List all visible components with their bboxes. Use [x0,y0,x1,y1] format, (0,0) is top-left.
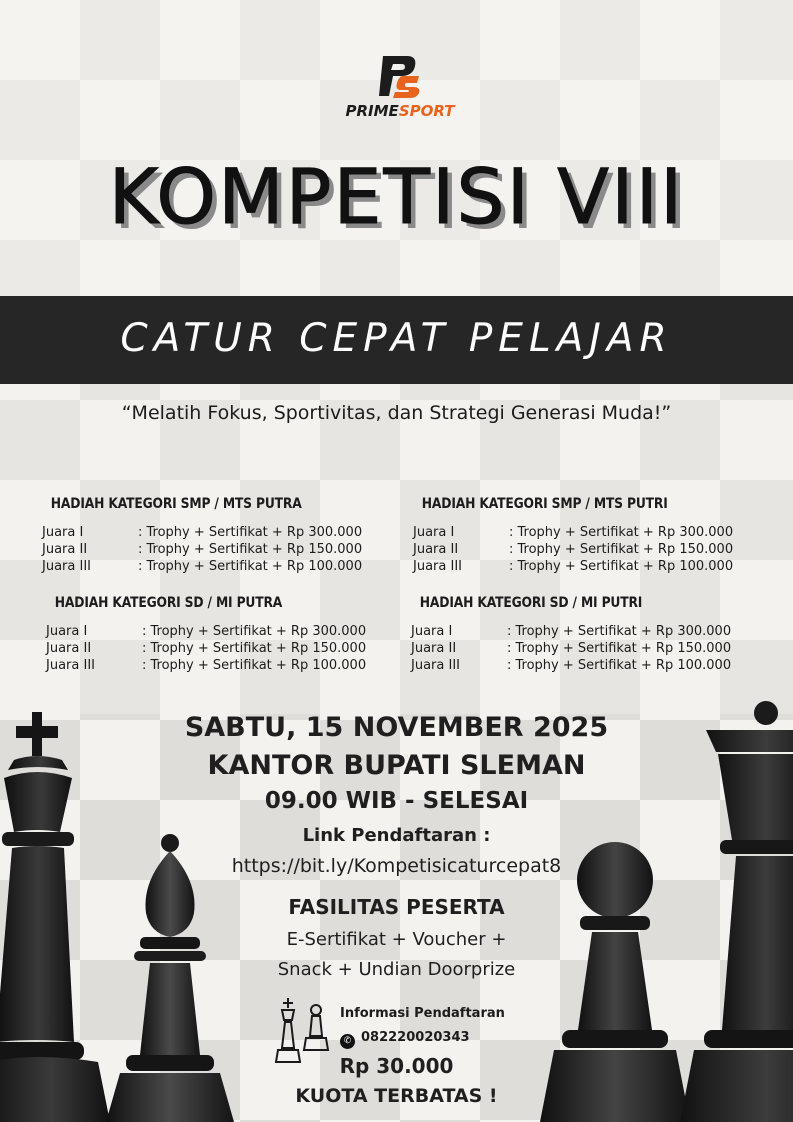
prize-reward: : Trophy + Sertifikat + Rp 300.000 [507,624,732,639]
prize-rank: Juara II [46,641,92,656]
prize-block-smp-putra [42,496,382,575]
prize-row [413,558,753,575]
prize-row [411,623,751,640]
prize-reward: : Trophy + Sertifikat + Rp 100.000 [507,658,732,673]
prize-title: HADIAH KATEGORI SD / MI PUTRA [54,595,283,611]
facilities-line-1: E-Sertifikat + Voucher + [286,929,507,950]
facilities-title: FASILITAS PESERTA [288,895,505,919]
facilities-line-2: Snack + Undian Doorprize [277,959,516,980]
prize-rank: Juara III [42,559,91,574]
prize-row [46,640,386,657]
prize-rank: Juara III [411,658,460,673]
event-date: SABTU, 15 NOVEMBER 2025 [184,712,609,743]
prize-row [411,640,751,657]
prize-reward: : Trophy + Sertifikat + Rp 100.000 [142,658,367,673]
contact-label: Informasi Pendaftaran [340,1006,505,1021]
prize-rank: Juara III [413,559,462,574]
prize-title: HADIAH KATEGORI SMP / MTS PUTRI [421,496,668,512]
brand-name [340,102,460,120]
prize-row [42,524,382,541]
background-fade-top [0,0,793,296]
prize-rank: Juara I [46,624,88,639]
prize-rank: Juara II [411,641,457,656]
main-title: KOMPETISI VIII [108,152,685,241]
prize-block-sd-putri [411,595,751,674]
prize-row [42,541,382,558]
tagline: “Melatih Fokus, Sportivitas, dan Strategi Generasi Muda!” [121,402,672,424]
prize-reward: : Trophy + Sertifikat + Rp 150.000 [507,641,732,656]
registration-label: Link Pendaftaran : [302,825,491,846]
prize-rank: Juara I [411,624,453,639]
prize-reward: : Trophy + Sertifikat + Rp 100.000 [509,559,734,574]
prize-row [46,657,386,674]
prize-rank: Juara I [42,525,84,540]
prize-row [46,623,386,640]
registration-fee: Rp 30.000 [339,1054,454,1078]
prize-reward: : Trophy + Sertifikat + Rp 150.000 [509,542,734,557]
prize-reward: : Trophy + Sertifikat + Rp 300.000 [142,624,367,639]
prize-row [413,541,753,558]
phone-number: 082220020343 [361,1030,470,1045]
event-venue: KANTOR BUPATI SLEMAN [207,750,586,781]
prize-title: HADIAH KATEGORI SD / MI PUTRI [419,595,643,611]
prize-rank: Juara I [413,525,455,540]
primesport-logo [340,52,460,120]
subtitle: CATUR CEPAT PELAJAR [120,316,673,361]
prize-block-smp-putri [413,496,753,575]
event-time: 09.00 WIB - SELESAI [264,788,529,814]
prize-block-sd-putra [46,595,386,674]
pawn-piece-icon [540,840,690,1122]
prize-title: HADIAH KATEGORI SMP / MTS PUTRA [50,496,302,512]
registration-link[interactable]: https://bit.ly/Kompetisicaturcepat8 [231,855,562,877]
prize-rank: Juara II [42,542,88,557]
prize-reward: : Trophy + Sertifikat + Rp 100.000 [138,559,363,574]
contact-phone [340,1030,470,1049]
prize-rank: Juara II [413,542,459,557]
prize-row [413,524,753,541]
prize-rank: Juara III [46,658,95,673]
prize-reward: : Trophy + Sertifikat + Rp 150.000 [138,542,363,557]
ps-logo-icon [377,52,423,100]
brand-name-sport: SPORT [398,102,455,120]
subtitle-banner [0,296,793,384]
quota-notice: KUOTA TERBATAS ! [295,1085,498,1107]
whatsapp-icon: ✆ [340,1034,355,1049]
prize-row [42,558,382,575]
prize-row [411,657,751,674]
prize-reward: : Trophy + Sertifikat + Rp 300.000 [509,525,734,540]
prize-reward: : Trophy + Sertifikat + Rp 300.000 [138,525,363,540]
prize-reward: : Trophy + Sertifikat + Rp 150.000 [142,641,367,656]
brand-name-prime: PRIME [345,102,399,120]
